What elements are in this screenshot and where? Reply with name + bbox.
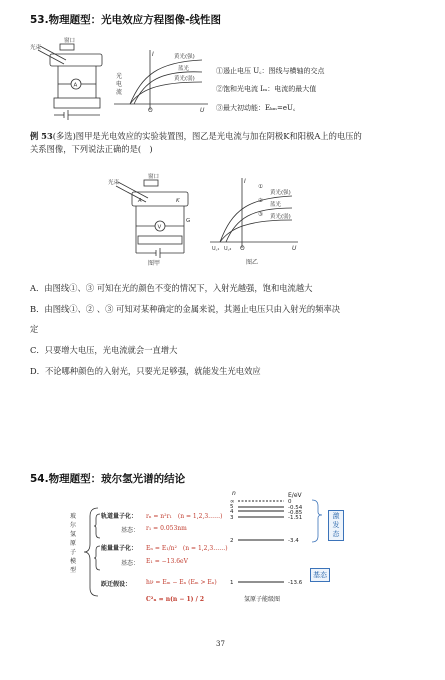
fig-b-origin: O: [240, 245, 245, 252]
fig-a-window-label: 窗口: [148, 174, 160, 180]
photoelectric-circuit-diagram: [30, 36, 110, 121]
fig-b-caption: 图乙: [246, 259, 259, 266]
energy-quantization-formula: Eₙ = E₁/n² (n = 1,2,3……): [146, 545, 228, 552]
note-3: ③最大初动能：Eₖₘ=eU꜀: [216, 104, 296, 112]
level-n-4: 4: [230, 509, 234, 515]
section-54-heading: 54.物理题型：玻尔氢光谱的结论: [30, 473, 186, 485]
energy-diagram-caption: 氢原子能级图: [244, 596, 281, 603]
fig-b-curve-1: ①: [258, 184, 263, 190]
window-label: 窗口: [64, 38, 76, 44]
example-53-number: 例 53: [30, 131, 53, 141]
light-label: 光束: [30, 45, 42, 51]
figure-b-iu-graph: [208, 174, 300, 266]
orbit-ground-label: 基态：: [121, 527, 140, 534]
fig-a-cathode-label: K: [176, 198, 180, 204]
ground-state-tag: 基态: [310, 568, 330, 582]
note-2: ②饱和光电流 Iₘ：电流的最大值: [216, 85, 317, 93]
level-e-1: -13.6: [288, 580, 303, 586]
level-n-2: 2: [230, 538, 234, 544]
fig-b-axis-u: U: [292, 245, 297, 252]
n-axis-label: n: [232, 490, 236, 497]
origin-label: O: [148, 107, 153, 114]
energy-quantization-label: 能量量子化：: [101, 545, 138, 552]
level-e-4: -0.85: [288, 510, 303, 516]
y-label-3: 流: [116, 89, 123, 96]
y-label-1: 光: [116, 73, 123, 80]
option-d: D．不论哪种颜色的入射光，只要光足够强，就能发生光电效应: [30, 366, 261, 376]
level-e-2: -3.4: [288, 538, 299, 544]
orbit-quantization-label: 轨道量子化：: [101, 513, 138, 520]
curve-label-yellow-weak: 黄光(弱): [174, 76, 195, 82]
example-53-line-2: 关系图像，下列说法正确的是( ): [30, 144, 153, 154]
example-53-question: [30, 130, 420, 156]
level-n-5: 5: [230, 504, 234, 510]
energy-axis-label: E/eV: [288, 492, 302, 499]
fig-a-caption: 图甲: [148, 260, 161, 266]
ammeter-symbol: A: [73, 82, 78, 89]
fig-b-uc1: U꜀₁: [212, 246, 220, 252]
bohr-model-title: 玻 尔 氢 原 子 模 型: [69, 513, 76, 574]
fig-a-light-label: 光束: [108, 180, 120, 186]
fig-b-axis-i: I: [244, 178, 246, 185]
energy-ground-label: 基态：: [121, 560, 140, 567]
level-e-3: -1.51: [288, 515, 303, 521]
combination-formula: C²ₙ = n(n − 1) / 2: [146, 596, 205, 603]
fig-a-voltmeter-label: V: [157, 224, 162, 231]
iu-curve-graph: [112, 48, 212, 114]
page-number: 37: [216, 640, 225, 648]
orbit-ground-formula: r₁ = 0.053nm: [146, 525, 187, 532]
note-1: ①遏止电压 U꜀：图线与横轴的交点: [216, 67, 325, 75]
excited-state-tag: 激发态: [328, 510, 344, 541]
y-label-2: 电: [116, 81, 123, 88]
fig-b-uc2: U꜀₂: [224, 246, 232, 252]
figure-a-apparatus: [108, 170, 208, 266]
level-e-inf: 0: [288, 499, 292, 505]
level-n-1: 1: [230, 580, 234, 586]
fig-a-anode-label: A: [138, 198, 142, 204]
curve-label-yellow-strong: 黄光(强): [174, 54, 195, 60]
option-a: A．由图线①、③ 可知在光的颜色不变的情况下，入射光越强，饱和电流越大: [30, 283, 313, 293]
transition-formula: hν = Eₘ − Eₙ (Eₘ > Eₙ): [146, 579, 217, 586]
example-53-line-1: (多选)图甲是光电效应的实验装置图，图乙是光电流与加在阴极K和阳极A上的电压的: [52, 131, 362, 141]
fig-b-legend-1: 黄光(强): [270, 190, 291, 196]
level-n-inf: ∞: [230, 499, 235, 505]
fig-a-galvanometer-label: G: [186, 218, 191, 224]
transition-label: 跃迁假设：: [101, 581, 132, 588]
section-53-heading: 53.物理题型：光电效应方程图像-线性图: [30, 14, 221, 26]
fig-b-legend-2: 蓝光: [270, 202, 282, 208]
option-b: B．由图线①、② 、③ 可知对某种确定的金属来说，其遏止电压只由入射光的频率决: [30, 304, 341, 314]
option-b-cont: 定: [30, 324, 39, 334]
level-e-5: -0.54: [288, 505, 303, 511]
fig-b-curve-2: ②: [258, 198, 263, 204]
energy-ground-formula: E₁ = −13.6eV: [146, 558, 188, 565]
curve-label-blue: 蓝光: [178, 66, 190, 72]
fig-b-curve-3: ③: [258, 212, 263, 218]
axis-u-label: U: [200, 107, 205, 114]
option-c: C．只要增大电压，光电流就会一直增大: [30, 345, 178, 355]
orbit-quantization-formula: rₙ = n²r₁ (n = 1,2,3……): [146, 513, 223, 520]
level-n-3: 3: [230, 515, 234, 521]
fig-b-legend-3: 黄光(弱): [270, 214, 291, 220]
axis-i-label: I: [152, 51, 154, 58]
